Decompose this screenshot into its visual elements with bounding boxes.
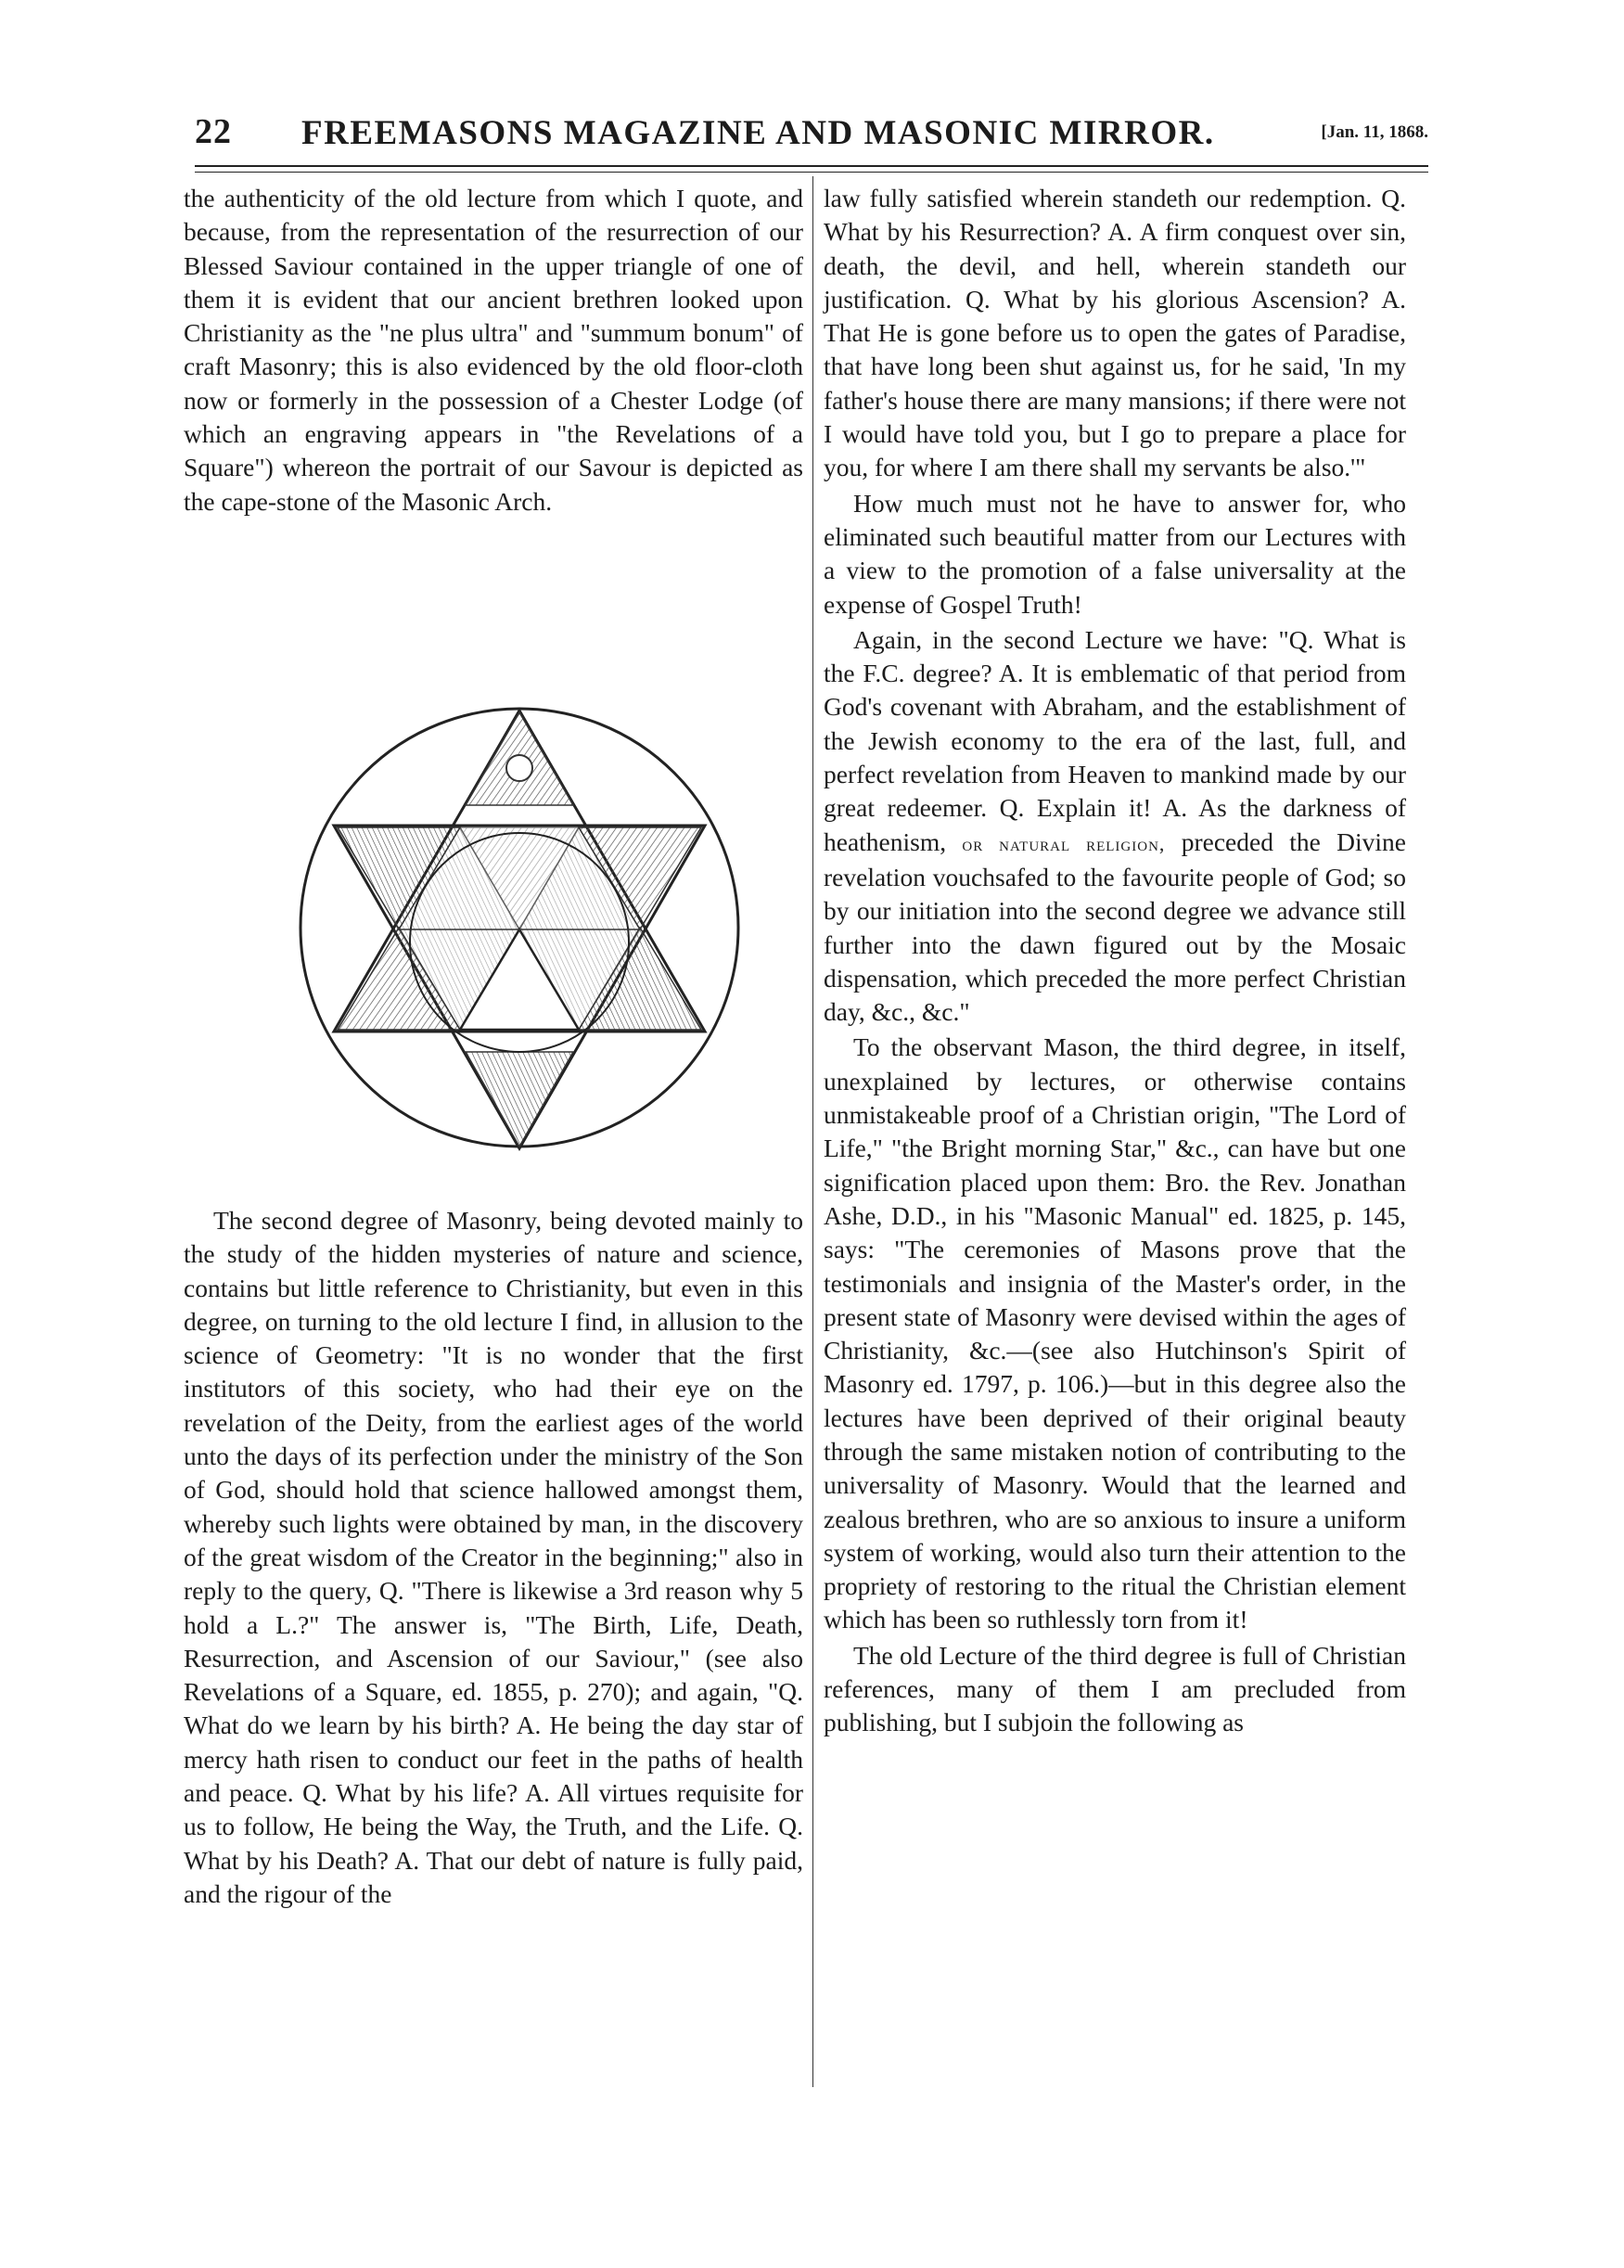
column-divider [812, 176, 813, 2087]
hexagram-engraving [295, 685, 744, 1167]
header-rule-thin [195, 172, 1428, 173]
header-rule-thick [195, 165, 1428, 167]
right-paragraph-5: The old Lecture of the third degree is full of Christian references, many of them I am precluded from publishing, but I subjoin the following as [824, 1640, 1406, 1737]
right-paragraph-3-part-a: Again, in the second Lecture we have: "Q. What is the F.C. degree? A. It is emblematic of that period from God's covenant with Abraham, and the establishment of the Jewish economy to the era of the last, full, and perfect revelation from Heaven to mankind made by our great redeemer. Q. Explain it! A. As the darkness of heathenism, [824, 624, 1406, 856]
right-paragraph-2: How much must not he have to answer for, who eliminated such beautiful matter from our Lectures with a view to the promotion of a false universality at the expense of Gospel Truth! [824, 488, 1406, 619]
right-paragraph-3-part-b: preceded the Divine revelation vouchsafed to the favourite people of God; so by our initiation into the second degree we advance still further into the dawn figured out by the Mosaic dispensation, which preceded the more perfect Christian day, &c., &c." [824, 826, 1406, 1027]
left-column-top [184, 182, 803, 519]
page-header [195, 111, 1428, 167]
left-bottom-paragraph: The second degree of Masonry, being devoted mainly to the study of the hidden mysteries of nature and science, contains but little reference to Christianity, but even in this degree, on turning to the old lecture I find, in allusion to the science of Geometry: "It is no wonder that the first institutors of this society, who had their eye on the revelation of the Deity, from the earliest ages of the world unto the days of its perfection under the ministry of the Son of God, should hold that science hallowed amongst them, whereby such lights were obtained by man, in the discovery of the great wisdom of the Creator in the beginning;" also in reply to the query, Q. "There is likewise a 3rd reason why 5 hold a L.?" The answer is, "The Birth, Life, Death, Resurrection, and Ascension of our Saviour," (see also Revelations of a Square, ed. 1855, p. 270); and again, "Q. What do we learn by his birth? A. He being the day star of mercy hath risen to conduct our feet in the paths of health and peace. Q. What by his life? A. All virtues requisite for us to follow, He being the Way, the Truth, and the Life. Q. What by his Death? A. That our debt of nature is fully paid, and the rigour of the [184, 1206, 803, 1908]
right-paragraph-3 [824, 623, 1406, 1030]
hexagram-illustration [295, 685, 744, 1167]
right-paragraph-4: To the observant Mason, the third degree, in itself, unexplained by lectures, or otherwise contains unmistakeable proof of a Christian origin, "The Lord of Life," "the Bright morning Star," &c., can have but one signification placed upon them: Bro. the Rev. Jonathan Ashe, D.D., in his "Masonic Manual" ed. 1825, p. 145, says: "The ceremonies of Masons prove that the testimonials and insignia of the Master's order, in the present state of Masonry were devised within the ages of Christianity, &c.—(see also Hutchinson's Spirit of Masonry ed. 1797, p. 106.)—but in this degree also the lectures have been deprived of their original beauty through the same mistaken notion of contributing to the universality of Masonry. Would that the learned and zealous brethren, who are so anxious to insure a uniform system of working, would also turn their attention to the propriety of restoring to the ritual the Christian element which has been so ruthlessly torn from it! [824, 1032, 1406, 1634]
page-number: 22 [195, 112, 232, 151]
right-paragraph-3-smallcaps: or natural religion, [962, 831, 1166, 855]
left-column-bottom [184, 1204, 803, 1911]
issue-date: [Jan. 11, 1868. [1321, 122, 1428, 142]
right-paragraph-1: law fully satisfied wherein standeth our redemption. Q. What by his Resurrection? A. A firm conquest over sin, death, the devil, and hell, wherein standeth our justification. Q. What by his glorious Ascension? A. That He is gone before us to open the gates of Paradise, that have long been shut against us, for he said, 'In my father's house there are many mansions; if there were not I would have told you, but I go to prepare a place for you, for where I am there shall my servants be also.'" [824, 184, 1406, 482]
right-column [824, 182, 1406, 1740]
masthead-title: FREEMASONS MAGAZINE AND MASONIC MIRROR. [301, 114, 1215, 152]
left-top-paragraph: the authenticity of the old lecture from which I quote, and because, from the representation of the resurrection of our Blessed Saviour contained in the upper triangle of one of them it is evident that our ancient brethren looked upon Christianity as the "ne plus ultra" and "summum bonum" of craft Masonry; this is also evidenced by the old floor-cloth now or formerly in the possession of a Chester Lodge (of which an engraving appears in "the Revelations of a Square") whereon the portrait of our Savour is depicted as the cape-stone of the Masonic Arch. [184, 184, 803, 516]
